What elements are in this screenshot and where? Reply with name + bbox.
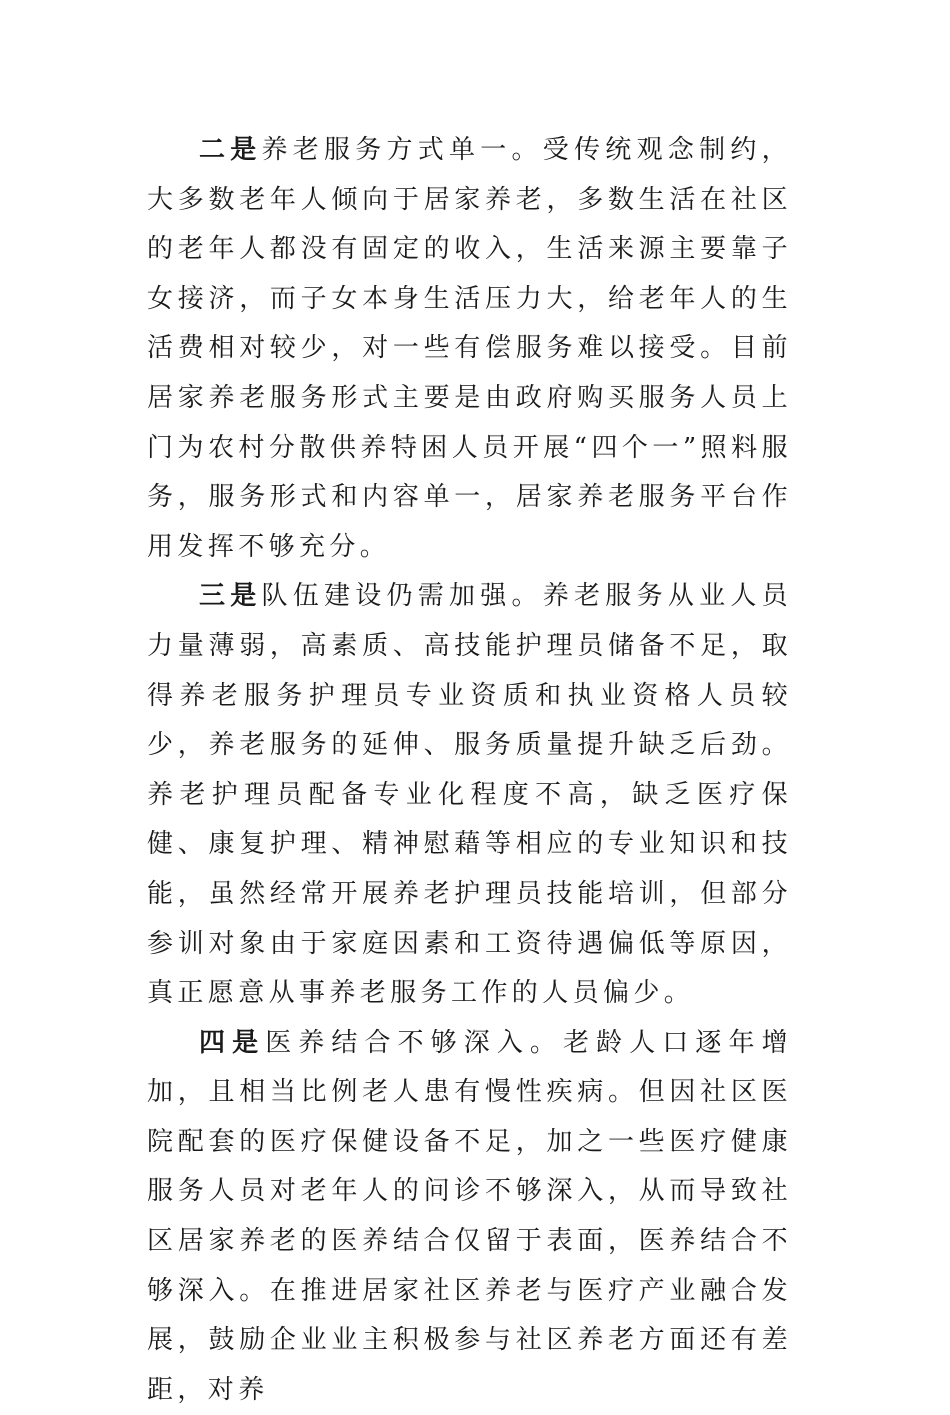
paragraph-text: 养老服务方式单一。受传统观念制约，大多数老年人倾向于居家养老，多数生活在社区的老年人都没有固定的收入，生活来源主要靠子女接济，而子女本身生活压力大，给老年人的生活费相对较少，对一些有偿服务难以接受。目前居家养老服务形式主要是由政府购买服务人员上门为农村分散供养特困人员开展“四个一”照料服务，服务形式和内容单一，居家养老服务平台作用发挥不够充分。 <box>147 135 792 562</box>
paragraph-issue-three <box>147 572 792 1018</box>
paragraph-issue-four <box>147 1019 792 1415</box>
paragraph-lead: 二是 <box>199 135 262 165</box>
paragraph-issue-two <box>147 126 792 572</box>
paragraph-lead: 三是 <box>199 581 262 612</box>
document-body <box>147 126 792 1415</box>
paragraph-text: 医养结合不够深入。老龄人口逐年增加，且相当比例老人患有慢性疾病。但因社区医院配套的医疗保健设备不足，加之一些医疗健康服务人员对老年人的问诊不够深入，从而导致社区居家养老的医养结合仅留于表面，医养结合不够深入。在推进居家社区养老与医疗产业融合发展，鼓励企业业主积极参与社区养老方面还有差距，对养 <box>147 1027 792 1405</box>
paragraph-text: 队伍建设仍需加强。养老服务从业人员力量薄弱，高素质、高技能护理员储备不足，取得养老服务护理员专业资质和执业资格人员较少，养老服务的延伸、服务质量提升缺乏后劲。养老护理员配备专业化程度不高，缺乏医疗保健、康复护理、精神慰藉等相应的专业知识和技能，虽然经常开展养老护理员技能培训，但部分参训对象由于家庭因素和工资待遇偏低等原因，真正愿意从事养老服务工作的人员偏少。 <box>147 581 792 1009</box>
paragraph-lead: 四是 <box>199 1027 266 1058</box>
